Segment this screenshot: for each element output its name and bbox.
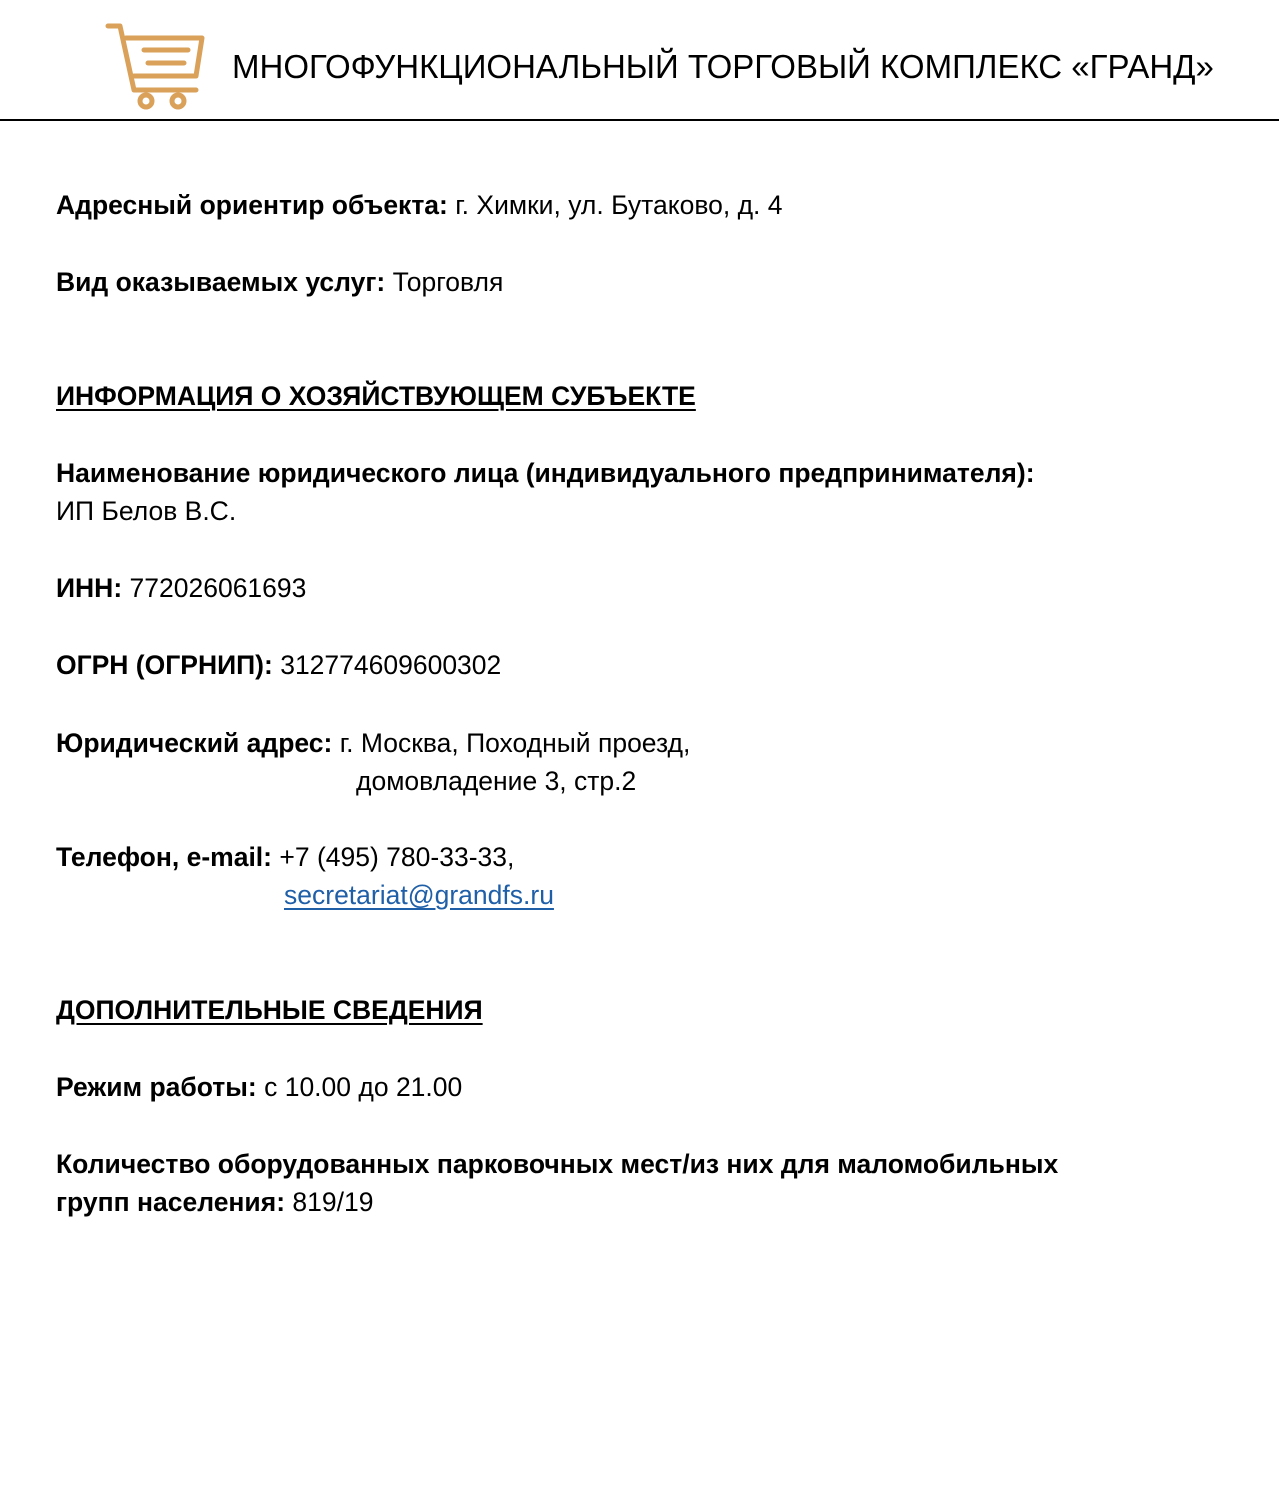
inn-value: 772026061693 xyxy=(129,573,307,603)
legal-address-row xyxy=(56,727,690,759)
services-label: Вид оказываемых услуг: xyxy=(56,267,386,297)
parking-value: 819/19 xyxy=(292,1187,374,1217)
object-address-row xyxy=(56,189,783,221)
parking-row xyxy=(56,1186,373,1218)
email-link[interactable]: secretariat@grandfs.ru xyxy=(284,880,554,910)
legal-address-line1: г. Москва, Походный проезд, xyxy=(339,728,691,758)
entity-section-title: ИНФОРМАЦИЯ О ХОЗЯЙСТВУЮЩЕМ СУБЪЕКТЕ xyxy=(56,381,696,411)
inn-row xyxy=(56,572,306,604)
page-header xyxy=(0,0,1279,121)
object-address-value: г. Химки, ул. Бутаково, д. 4 xyxy=(455,190,783,220)
email-row xyxy=(284,879,554,911)
additional-section-title: ДОПОЛНИТЕЛЬНЫЕ СВЕДЕНИЯ xyxy=(56,995,483,1025)
ogrn-value: 312774609600302 xyxy=(280,650,502,680)
services-value: Торговля xyxy=(392,267,504,297)
parking-label-line1: Количество оборудованных парковочных мест/из них для маломобильных xyxy=(56,1149,1059,1179)
phone-value: +7 (495) 780-33-33, xyxy=(279,842,515,872)
ogrn-row xyxy=(56,649,501,681)
legal-address-line2: домовладение 3, стр.2 xyxy=(356,766,637,796)
contact-row xyxy=(56,841,514,873)
contact-label: Телефон, e-mail: xyxy=(56,842,272,872)
hours-row xyxy=(56,1071,462,1103)
hours-value: с 10.00 до 21.00 xyxy=(264,1072,463,1102)
page-title: МНОГОФУНКЦИОНАЛЬНЫЙ ТОРГОВЫЙ КОМПЛЕКС «ГРАНД» xyxy=(232,48,1214,85)
parking-label-line2: групп населения: xyxy=(56,1187,286,1217)
shopping-cart-icon xyxy=(104,20,208,112)
hours-label: Режим работы: xyxy=(56,1072,257,1102)
inn-label: ИНН: xyxy=(56,573,123,603)
entity-name-label: Наименование юридического лица (индивидуального предпринимателя): xyxy=(56,458,1035,488)
entity-name-value: ИП Белов В.С. xyxy=(56,496,237,526)
object-address-label: Адресный ориентир объекта: xyxy=(56,190,448,220)
services-row xyxy=(56,266,503,298)
legal-address-label: Юридический адрес: xyxy=(56,728,333,758)
ogrn-label: ОГРН (ОГРНИП): xyxy=(56,650,273,680)
